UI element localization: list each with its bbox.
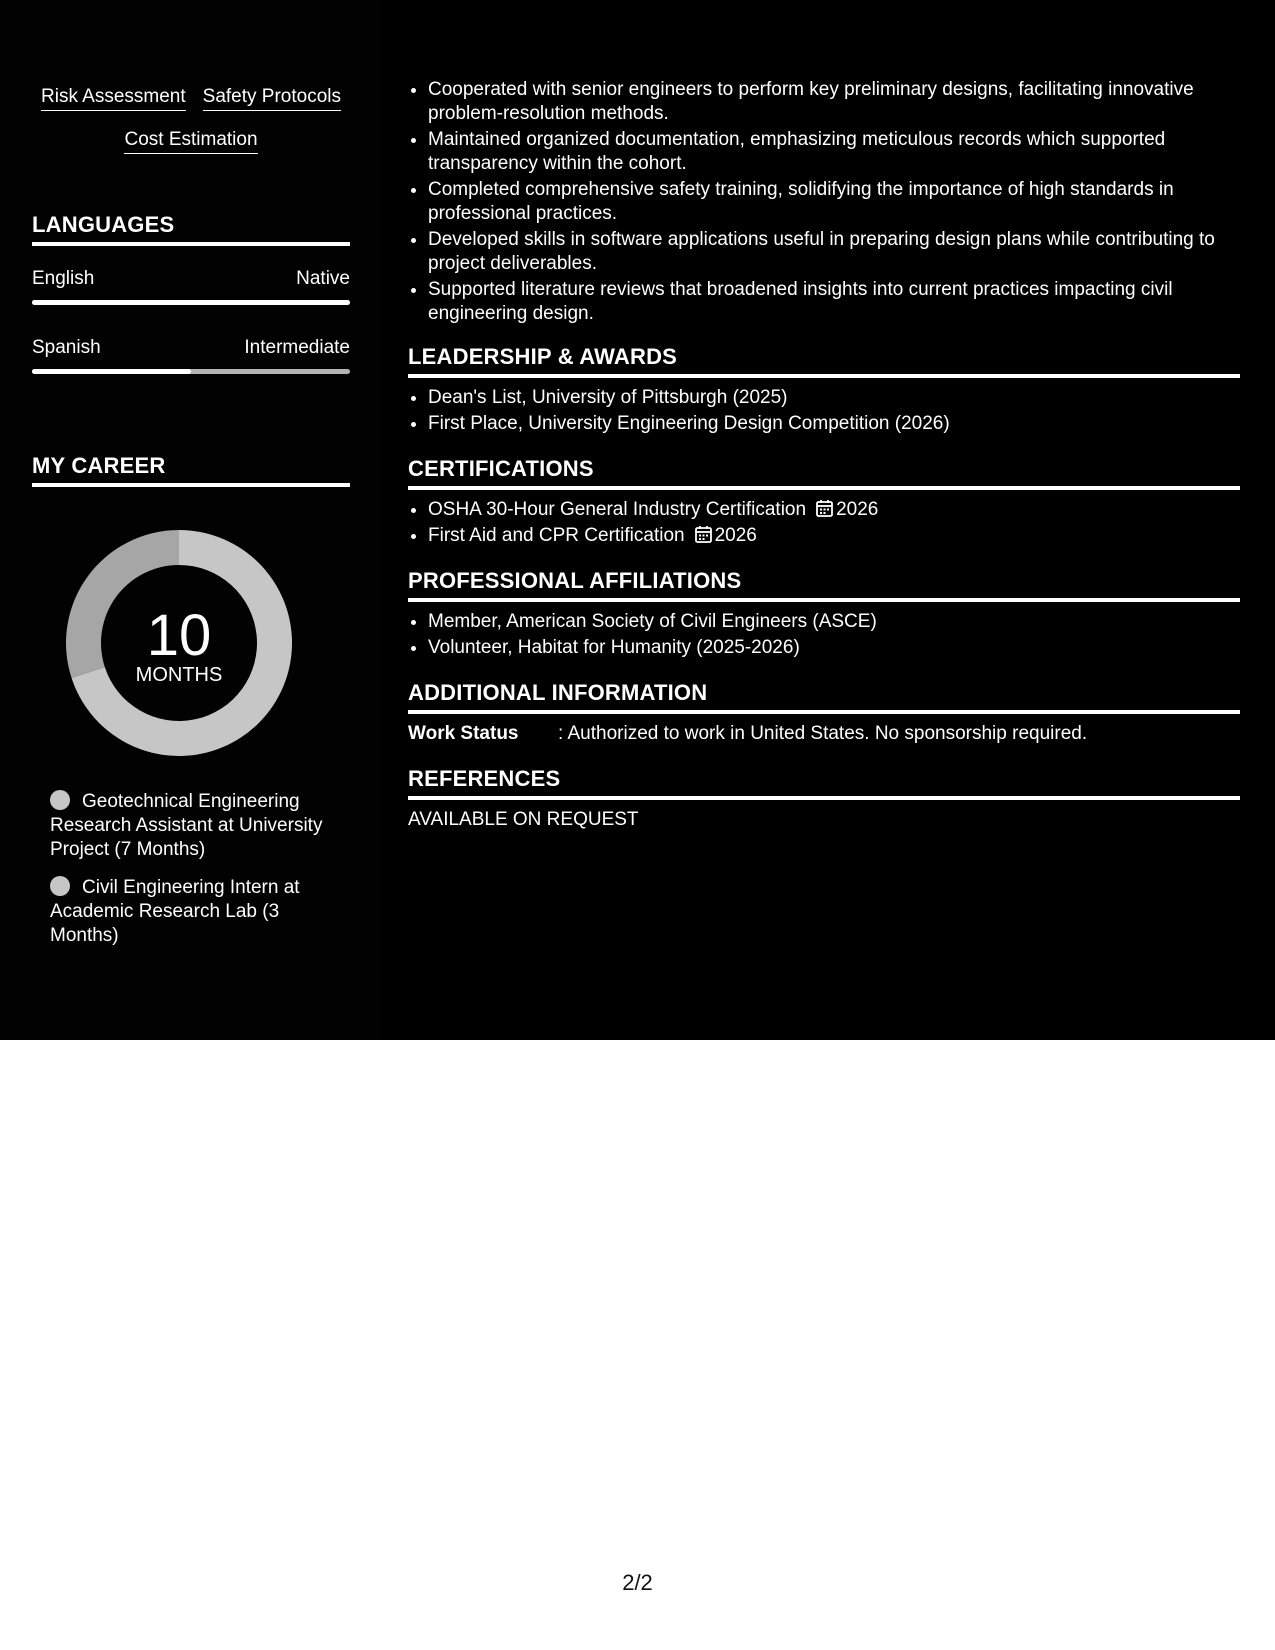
experience-bullet: • Completed comprehensive safety training, solidifying the importance of high standards in professional practices. [428,178,1240,226]
certification-name: First Aid and CPR Certification [428,525,685,546]
certification-year: 2026 [714,525,757,546]
experience-bullet: • Supported literature reviews that broadened insights into current practices impacting civil engineering design. [428,278,1240,326]
language-proficiency-bar [32,369,350,374]
work-status-row [408,722,1240,746]
sidebar [0,0,380,1040]
career-item-text: Geotechnical Engineering Research Assistant at University Project (7 Months) [50,791,323,860]
language-spanish [32,337,350,374]
language-proficiency-bar [32,300,350,305]
certification-item [428,498,1240,522]
proficiency-fill [32,369,191,374]
experience-bullets [408,78,1240,326]
career-item [50,876,340,948]
references-text: AVAILABLE ON REQUEST [408,809,639,830]
career-unit-label: MONTHS [135,664,223,686]
certifications-list [408,498,1240,548]
career-item-text: Civil Engineering Intern at Academic Research Lab (3 Months) [50,877,300,946]
experience-bullet: • Cooperated with senior engineers to perform key preliminary designs, facilitating innovative problem-resolution methods. [428,78,1240,126]
leadership-list [408,386,1240,436]
legend-dot-icon [50,876,70,896]
additional-info-heading: ADDITIONAL INFORMATION [408,680,1240,714]
proficiency-fill [32,300,350,305]
references-heading: REFERENCES [408,766,1240,800]
certification-item [428,524,1240,548]
skills-list [32,86,350,154]
career-heading: MY CAREER [32,453,350,487]
certification-name: OSHA 30-Hour General Industry Certification [428,499,807,520]
work-status-label: Work Status [408,723,519,744]
main-content [408,78,1240,832]
experience-bullet: • Developed skills in software applications useful in preparing design plans while contributing to project deliverables. [428,228,1240,276]
work-status-value: : Authorized to work in United States. No sponsorship required. [558,723,1088,744]
affiliation-item: • Member, American Society of Civil Engineers (ASCE) [428,610,1240,634]
calendar-icon [695,525,712,543]
career-total-months: 10 [146,603,212,668]
calendar-icon [816,499,833,517]
language-english [32,268,350,305]
skill-tag: Risk Assessment [41,86,186,111]
affiliations-list [408,610,1240,660]
skill-tag: Cost Estimation [124,129,257,154]
language-level: Intermediate [244,337,350,358]
leadership-heading: LEADERSHIP & AWARDS [408,344,1240,378]
skill-tag: Safety Protocols [203,86,341,111]
certification-year: 2026 [836,499,879,520]
certifications-heading: CERTIFICATIONS [408,456,1240,490]
language-level: Native [296,268,350,289]
affiliation-item: • Volunteer, Habitat for Humanity (2025-2026) [428,636,1240,660]
languages-heading: LANGUAGES [32,212,350,246]
leadership-item: • First Place, University Engineering Design Competition (2026) [428,412,1240,436]
page-number: 2/2 [622,1570,653,1595]
legend-dot-icon [50,790,70,810]
experience-bullet: • Maintained organized documentation, emphasizing meticulous records which supported transparency within the cohort. [428,128,1240,176]
language-name: Spanish [32,337,101,358]
career-list [50,790,340,962]
leadership-item: • Dean's List, University of Pittsburgh (2025) [428,386,1240,410]
career-item [50,790,340,862]
language-name: English [32,268,95,289]
affiliations-heading: PROFESSIONAL AFFILIATIONS [408,568,1240,602]
